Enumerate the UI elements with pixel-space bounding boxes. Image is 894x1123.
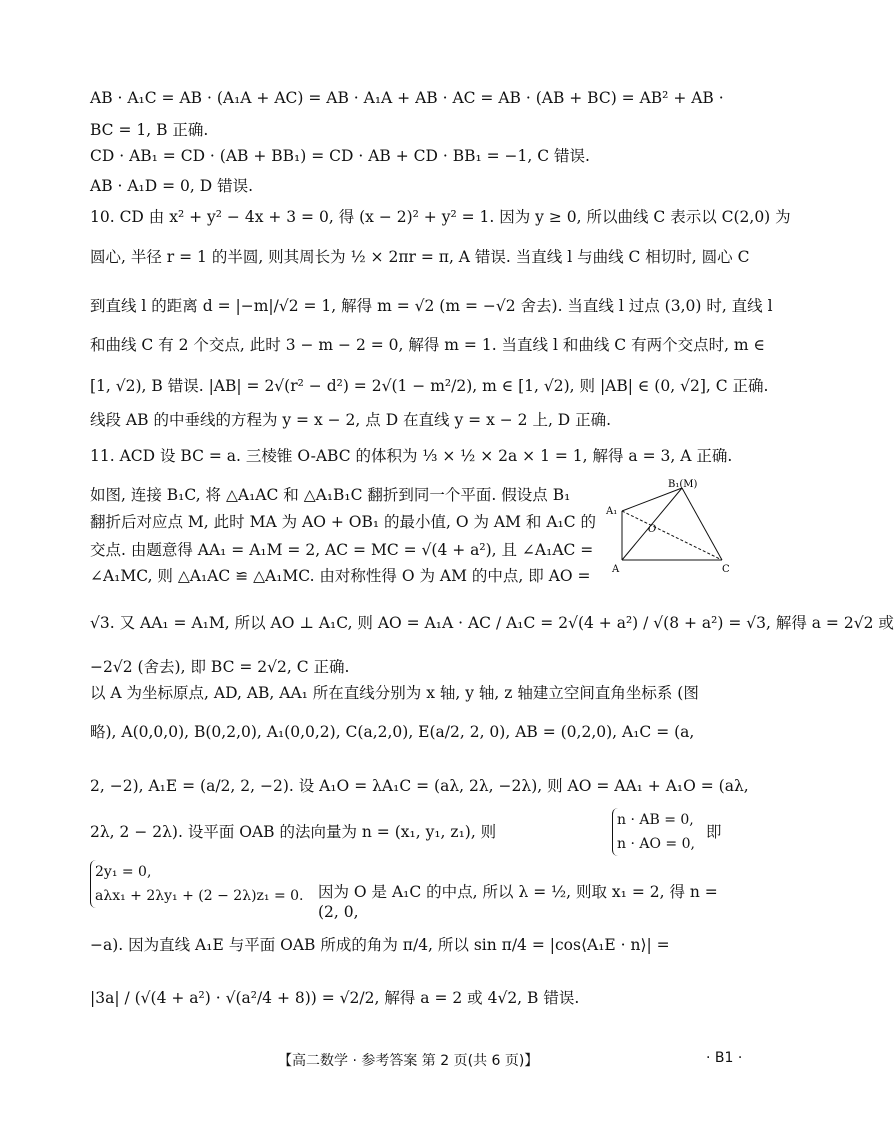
q11-line-7: −2√2 (舍去), 即 BC = 2√2, C 正确. — [90, 658, 350, 676]
footer-page-info: 【高二数学 · 参考答案 第 2 页(共 6 页)】 — [278, 1053, 539, 1069]
q11-line-13: −a). 因为直线 A₁E 与平面 OAB 所成的角为 π/4, 所以 sin π/4 = |cos⟨A₁E · n⟩| = — [90, 936, 670, 954]
line-ab-dot-a1c: AB · A₁C = AB · (A₁A + AC) = AB · A₁A + AB · AC = AB · (AB + BC) = AB² + AB · — [90, 89, 724, 107]
q11-line-5: ∠A₁MC, 则 △A₁AC ≌ △A₁MC. 由对称性得 O 为 AM 的中点, 即 AO = — [90, 567, 591, 585]
eq-n-ao: n · AO = 0, — [617, 836, 695, 852]
line-b-correct: BC = 1, B 正确. — [90, 121, 209, 139]
q10-line-5: [1, √2), B 错误. |AB| = 2√(r² − d²) = 2√(1 − m²/2), m ∈ [1, √2), 则 |AB| ∈ (0, √2], C 正确. — [90, 377, 769, 395]
q11-line-6: √3. 又 AA₁ = A₁M, 所以 AO ⊥ A₁C, 则 AO = A₁A · AC / A₁C = 2√(4 + a²) / √(8 + a²) = √3, 解得 a = 2√2 或 — [90, 614, 894, 632]
linear-system — [90, 860, 304, 908]
diag-a1-c — [622, 511, 722, 560]
q10-line-1: 10. CD 由 x² + y² − 4x + 3 = 0, 得 (x − 2)² + y² = 1. 因为 y ≥ 0, 所以曲线 C 表示以 C(2,0) 为 — [90, 208, 791, 226]
q11-line-1: 11. ACD 设 BC = a. 三棱锥 O-ABC 的体积为 ⅓ × ½ × 2a × 1 = 1, 解得 a = 3, A 正确. — [90, 447, 733, 465]
q10-line-3: 到直线 l 的距离 d = |−m|/√2 = 1, 解得 m = √2 (m = −√2 舍去). 当直线 l 过点 (3,0) 时, 直线 l — [90, 297, 773, 315]
label-c: C — [722, 564, 730, 575]
q10-line-6: 线段 AB 的中垂线的方程为 y = x − 2, 点 D 在直线 y = x − 2 上, D 正确. — [90, 411, 612, 429]
footer-code: · B1 · — [706, 1050, 743, 1066]
line-ab-dot-a1d: AB · A₁D = 0, D 错误. — [90, 177, 254, 195]
q11-line-14: |3a| / (√(4 + a²) · √(a²/4 + 8)) = √2/2, 解得 a = 2 或 4√2, B 错误. — [90, 989, 580, 1007]
label-a1: A₁ — [606, 506, 618, 517]
q11-ji: 即 — [706, 823, 722, 841]
q11-line-3: 翻折后对应点 M, 此时 MA 为 AO + OB₁ 的最小值, O 为 AM 和 A₁C 的 — [90, 513, 597, 531]
eq-lambda: aλx₁ + 2λy₁ + (2 − 2λ)z₁ = 0. — [95, 888, 304, 904]
q10-line-4: 和曲线 C 有 2 个交点, 此时 3 − m − 2 = 0, 解得 m = 1. 当直线 l 和曲线 C 有两个交点时, m ∈ — [90, 336, 766, 354]
edge-b1-c — [682, 488, 722, 560]
tetrahedron-figure — [604, 478, 734, 588]
q10-line-2: 圆心, 半径 r = 1 的半圆, 则其周长为 ½ × 2πr = π, A 错误. 当直线 l 与曲线 C 相切时, 圆心 C — [90, 248, 750, 266]
line-cd-dot-ab1: CD · AB₁ = CD · (AB + BB₁) = CD · AB + CD · BB₁ = −1, C 错误. — [90, 147, 590, 165]
q11-line-9: 略), A(0,0,0), B(0,2,0), A₁(0,0,2), C(a,2,0), E(a/2, 2, 0), AB = (0,2,0), A₁C = (a, — [90, 723, 695, 741]
eq-n-ab: n · AB = 0, — [617, 812, 694, 828]
label-o: O — [648, 524, 657, 535]
eq-2y1: 2y₁ = 0, — [95, 864, 152, 880]
normal-vector-system — [612, 808, 695, 856]
label-b1m: B₁(M) — [668, 479, 698, 490]
label-a: A — [612, 564, 620, 575]
q11-line-2: 如图, 连接 B₁C, 将 △A₁AC 和 △A₁B₁C 翻折到同一个平面. 假设点 B₁ — [90, 486, 571, 504]
q11-line-4: 交点. 由题意得 AA₁ = A₁M = 2, AC = MC = √(4 + a²), 且 ∠A₁AC = — [90, 541, 594, 559]
q11-line-11: 2λ, 2 − 2λ). 设平面 OAB 的法向量为 n = (x₁, y₁, z₁), 则 — [90, 823, 497, 841]
q11-line-8: 以 A 为坐标原点, AD, AB, AA₁ 所在直线分别为 x 轴, y 轴, z 轴建立空间直角坐标系 (图 — [90, 684, 699, 702]
q11-line-12: 因为 O 是 A₁C 的中点, 所以 λ = ½, 则取 x₁ = 2, 得 n = (2, 0, — [318, 883, 718, 921]
q11-line-10: 2, −2), A₁E = (a/2, 2, −2). 设 A₁O = λA₁C = (aλ, 2λ, −2λ), 则 AO = AA₁ + A₁O = (aλ, — [90, 777, 749, 795]
